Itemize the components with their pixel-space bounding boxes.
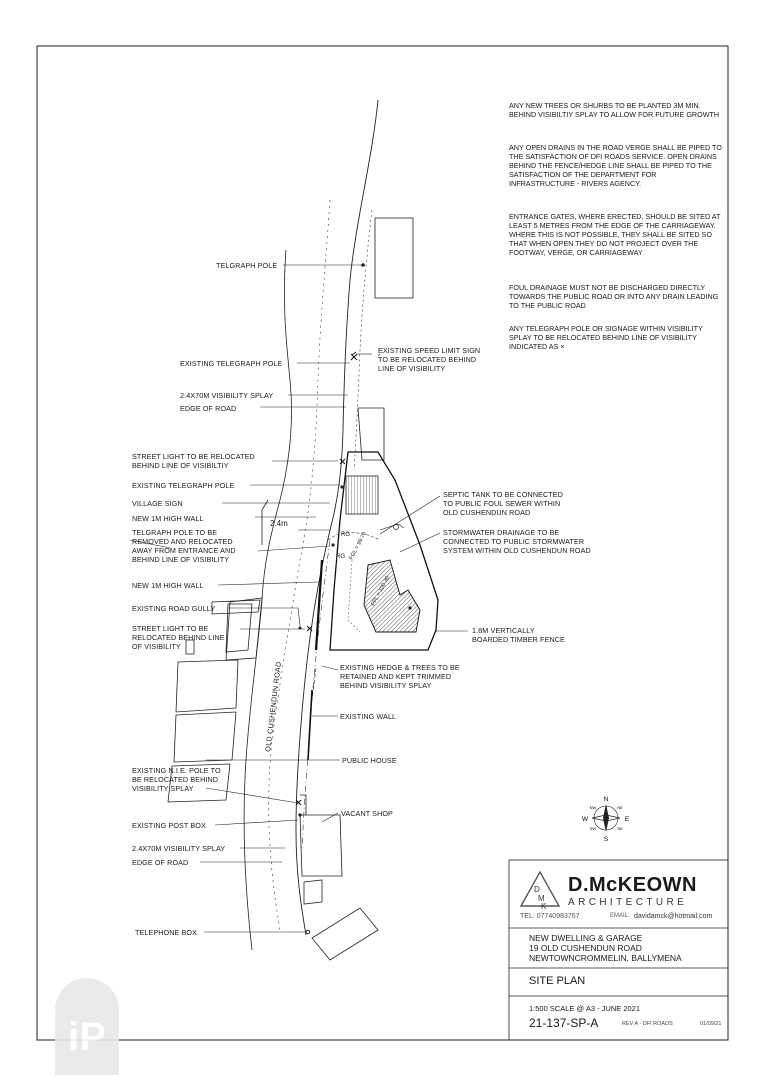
- label-speed-limit-sign: EXISTING SPEED LIMIT SIGN TO BE RELOCATED BEHIND LINE OF VISIBILITY: [378, 346, 481, 373]
- label-timber-fence: 1.8M VERTICALLY BOARDED TIMBER FENCE: [472, 626, 565, 644]
- visibility-splay-line-top: [354, 210, 372, 470]
- svg-text:M: M: [538, 894, 545, 903]
- building-north: [375, 218, 413, 298]
- label-visibility-splay-bottom: 2.4X70M VISIBILITY SPLAY: [132, 844, 226, 853]
- svg-text:NW: NW: [589, 805, 597, 810]
- label-edge-of-road-top: EDGE OF ROAD: [180, 404, 237, 413]
- note-foul-drainage: FOUL DRAINAGE MUST NOT BE DISCHARGED DIRECTLY TOWARDS THE PUBLIC ROAD OR INTO ANY DRAIN LEADING TO THE PUBLIC ROAD: [509, 283, 719, 310]
- rg-label-1: RG: [341, 532, 350, 538]
- svg-text:W: W: [581, 816, 589, 823]
- label-stormwater: STORMWATER DRAINAGE TO BE CONNECTED TO PUBLIC STORMWATER SYSTEM WITHIN OLD CUSHENDUN ROAD: [443, 528, 591, 555]
- svg-text:SW: SW: [589, 826, 597, 831]
- svg-text:S: S: [603, 836, 609, 843]
- company-tel: TEL: 07740983767: [520, 913, 580, 920]
- label-public-house: PUBLIC HOUSE: [342, 756, 397, 765]
- label-post-box: EXISTING POST BOX: [132, 821, 206, 830]
- new-dwelling: [364, 560, 420, 632]
- buildings-east-south: [300, 795, 378, 960]
- drawing-number: 21-137-SP-A: [529, 1016, 599, 1030]
- project-line-3: NEWTOWNCROMMELIN, BALLYMENA: [529, 953, 682, 963]
- scale-date: 1:500 SCALE @ A3 - JUNE 2021: [529, 1004, 641, 1013]
- dimension-label: 2.4m: [270, 519, 288, 528]
- label-nie-pole: EXISTING N.I.E. POLE TO BE RELOCATED BEHIND VISIBILITY SPLAY: [132, 766, 221, 793]
- label-road-gully: EXISTING ROAD GULLY: [132, 604, 216, 613]
- company-name: D.McKEOWN: [568, 874, 697, 896]
- ffl-level: FFL = 100.30: [370, 575, 392, 607]
- label-septic-tank: SEPTIC TANK TO BE CONNECTED TO PUBLIC FOUL SEWER WITHIN OLD CUSHENDUN ROAD: [443, 490, 563, 517]
- telegraph-pole-symbols: [298, 263, 364, 934]
- existing-wall: [308, 690, 312, 760]
- label-street-light-2: STREET LIGHT TO BE RELOCATED BEHIND LINE OF VISIBILITY: [132, 624, 225, 651]
- project-line-1: NEW DWELLING & GARAGE: [529, 933, 643, 943]
- label-visibility-splay-top: 2.4X70M VISIBILITY SPLAY: [180, 391, 274, 400]
- label-street-light-1: STREET LIGHT TO BE RELOCATED BEHIND LINE OF VISIBILTIY: [132, 452, 255, 470]
- revision: REV A - DFI ROADS: [622, 1021, 673, 1027]
- svg-text:NE: NE: [617, 805, 623, 810]
- note-open-drains: ANY OPEN DRAINS IN THE ROAD VERGE SHALL BE PIPED TO THE SATISFACTION OF DFI ROADS SERVICE. OPEN DRAINS BEHIND THE FENCE/HEDGE LINE SHALL BE PIPED TO THE SATISFACTION OF THE DEPARTMENT FOR INFRASTRUCTURE - RIVERS AGENCY.: [509, 143, 722, 188]
- svg-text:K: K: [541, 902, 547, 911]
- company-email: davidamck@hotmail.com: [634, 913, 713, 920]
- svg-text:SE: SE: [617, 826, 623, 831]
- revision-date: 01/09/21: [700, 1021, 722, 1027]
- label-edge-of-road-bottom: EDGE OF ROAD: [132, 858, 189, 867]
- watermark-logo: [55, 978, 119, 1075]
- new-wall: [316, 560, 322, 650]
- fgl-level: FGL = 99.70: [348, 531, 369, 561]
- label-new-wall-1: NEW 1M HIGH WALL: [132, 514, 204, 523]
- label-telephone-box: TELEPHONE BOX: [135, 928, 198, 937]
- drawing-title: SITE PLAN: [529, 975, 586, 987]
- label-village-sign: VILLAGE SIGN: [132, 499, 183, 508]
- road-name-label: OLD CUSHENDUN ROAD: [263, 660, 284, 753]
- label-existing-telegraph-pole-top: EXISTING TELEGRAPH POLE: [180, 359, 283, 368]
- garage: [346, 476, 378, 514]
- project-line-2: 19 OLD CUSHENDUN ROAD: [529, 943, 642, 953]
- svg-text:D: D: [534, 885, 540, 894]
- label-telgraph-relocated: TELGRAPH POLE TO BE REMOVED AND RELOCATED AWAY FROM ENTRANCE AND BEHIND LINE OF VISIBILITY: [132, 528, 236, 564]
- relocation-markers: [296, 354, 357, 805]
- svg-text:E: E: [624, 816, 630, 823]
- label-hedge-trees: EXISTING HEDGE & TREES TO BE RETAINED AND KEPT TRIMMED BEHIND VISIBILITY SPLAY: [340, 663, 460, 690]
- note-entrance-gates: ENTRANCE GATES, WHERE ERECTED, SHOULD BE SITED AT LEAST 5 METRES FROM THE EDGE OF THE CARRIAGEWAY. WHERE THIS IS NOT POSSIBLE, THEY SHALL BE SITED SO THAT WHEN OPEN THEY DO NOT PROJECT OVER THE FOOTWAY, VERGE, OR CARRIAGEWAY: [509, 212, 721, 257]
- north-arrow: [582, 796, 630, 843]
- label-vacant-shop: VACANT SHOP: [341, 809, 393, 818]
- label-existing-wall: EXISTING WALL: [340, 712, 397, 721]
- dmk-logo: [521, 872, 559, 911]
- email-label: EMAIL:: [610, 913, 630, 919]
- note-telegraph-pole: ANY TELEGRAPH POLE OR SIGNAGE WITHIN VISIBILITY SPLAY TO BE RELOCATED BEHIND LINE OF VISIBILITY INDICATED AS ×: [509, 324, 703, 351]
- label-telgraph-pole: TELGRAPH POLE: [216, 261, 278, 270]
- svg-text:iP: iP: [68, 1015, 106, 1059]
- label-existing-telegraph-pole-mid: EXISTING TELEGRAPH POLE: [132, 481, 235, 490]
- dimension-2-4m: [270, 519, 330, 530]
- rg-label-2: RG: [336, 554, 345, 560]
- label-new-wall-2: NEW 1M HIGH WALL: [132, 581, 204, 590]
- company-subtitle: ARCHITECTURE: [568, 897, 688, 908]
- note-trees: ANY NEW TREES OR SHURBS TO BE PLANTED 3M MIN. BEHIND VISIBILTIY SPLAY TO ALLOW FOR FUTURE GROWTH: [509, 101, 720, 119]
- svg-text:N: N: [603, 796, 609, 803]
